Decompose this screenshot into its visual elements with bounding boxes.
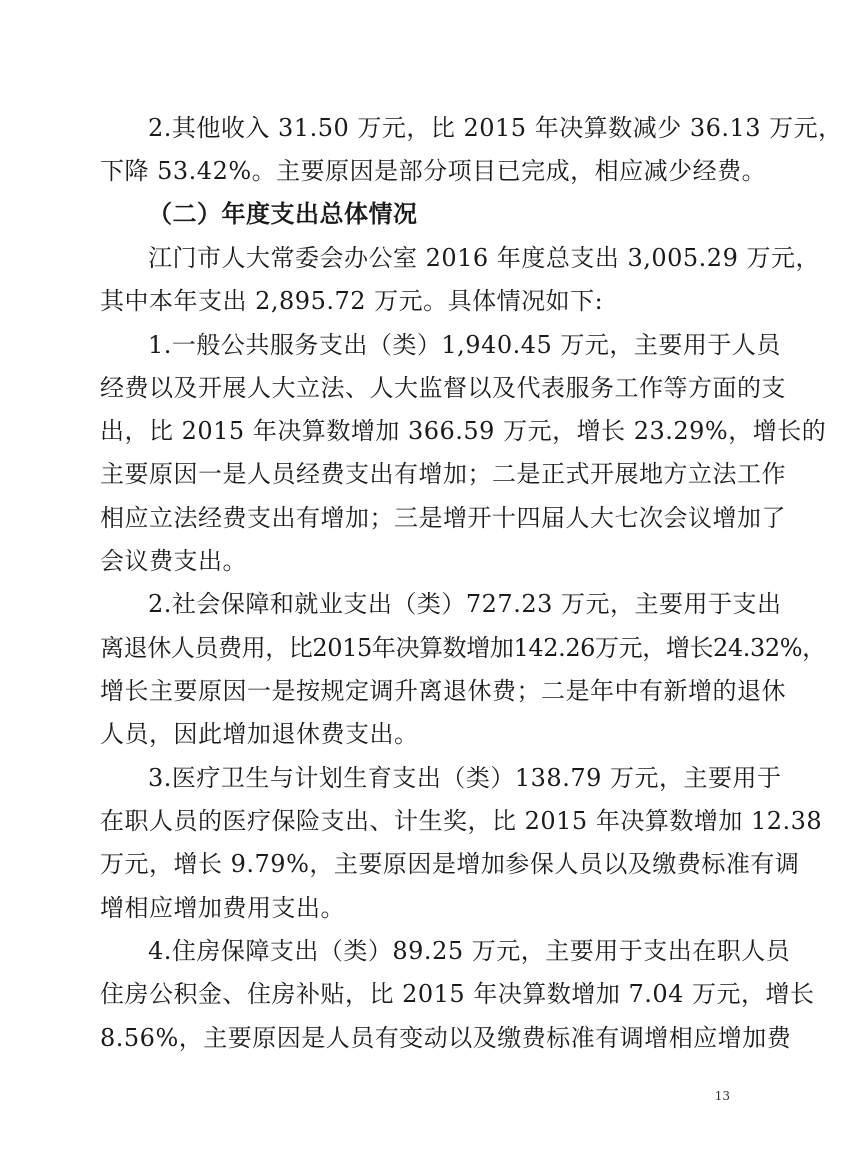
text-line-body: 住房公积金、住房补贴，比 2015 年决算数增加 7.04 万元，增长 bbox=[100, 980, 815, 1008]
text-line-body: 万元，增长 9.79%，主要原因是增加参保人员以及缴费标准有调 bbox=[100, 850, 800, 878]
text-line-body: 相应立法经费支出有增加；三是增开十四届人大七次会议增加了 bbox=[100, 504, 786, 532]
text-line-body: 在职人员的医疗保险支出、计生奖，比 2015 年决算数增加 12.38 bbox=[100, 807, 823, 835]
text-line-body: 增长主要原因一是按规定调升离退休费；二是年中有新增的退休 bbox=[100, 677, 786, 705]
text-line-housing: 4.住房保障支出（类）89.25 万元，主要用于支出在职人员 bbox=[148, 937, 791, 965]
text-line-total-expenditure: 江门市人大常委会办公室 2016 年度总支出 3,005.29 万元， bbox=[148, 244, 820, 272]
text-line-body: 离退休人员费用，比2015年决算数增加142.26万元，增长24.32%， bbox=[100, 634, 826, 662]
text-line-body: 人员，因此增加退休费支出。 bbox=[100, 720, 419, 748]
text-line-body: 增相应增加费用支出。 bbox=[100, 894, 345, 922]
text-line-general-public-services: 1.一般公共服务支出（类）1,940.45 万元，主要用于人员 bbox=[148, 331, 781, 359]
text-line-current-year: 其中本年支出 2,895.72 万元。具体情况如下: bbox=[100, 287, 604, 315]
text-line-body: 出，比 2015 年决算数增加 366.59 万元，增长 23.29%，增长的 bbox=[100, 417, 827, 445]
text-line-decline: 下降 53.42%。主要原因是部分项目已完成，相应减少经费。 bbox=[100, 157, 767, 185]
page-number: 13 bbox=[714, 1089, 730, 1103]
text-line-social-security: 2.社会保障和就业支出（类）727.23 万元，主要用于支出 bbox=[148, 590, 782, 618]
text-line-body: 8.56%，主要原因是人员有变动以及缴费标准有调增相应增加费 bbox=[100, 1024, 792, 1052]
text-line-body: 会议费支出。 bbox=[100, 547, 247, 575]
text-line-body: 主要原因一是人员经费支出有增加；二是正式开展地方立法工作 bbox=[100, 460, 786, 488]
text-line-body: 经费以及开展人大立法、人大监督以及代表服务工作等方面的支 bbox=[100, 374, 786, 402]
section-heading-expenditure: （二）年度支出总体情况 bbox=[148, 200, 418, 228]
text-line-health: 3.医疗卫生与计划生育支出（类）138.79 万元，主要用于 bbox=[148, 764, 782, 792]
text-line-other-income: 2.其他收入 31.50 万元，比 2015 年决算数减少 36.13 万元， bbox=[148, 114, 843, 142]
